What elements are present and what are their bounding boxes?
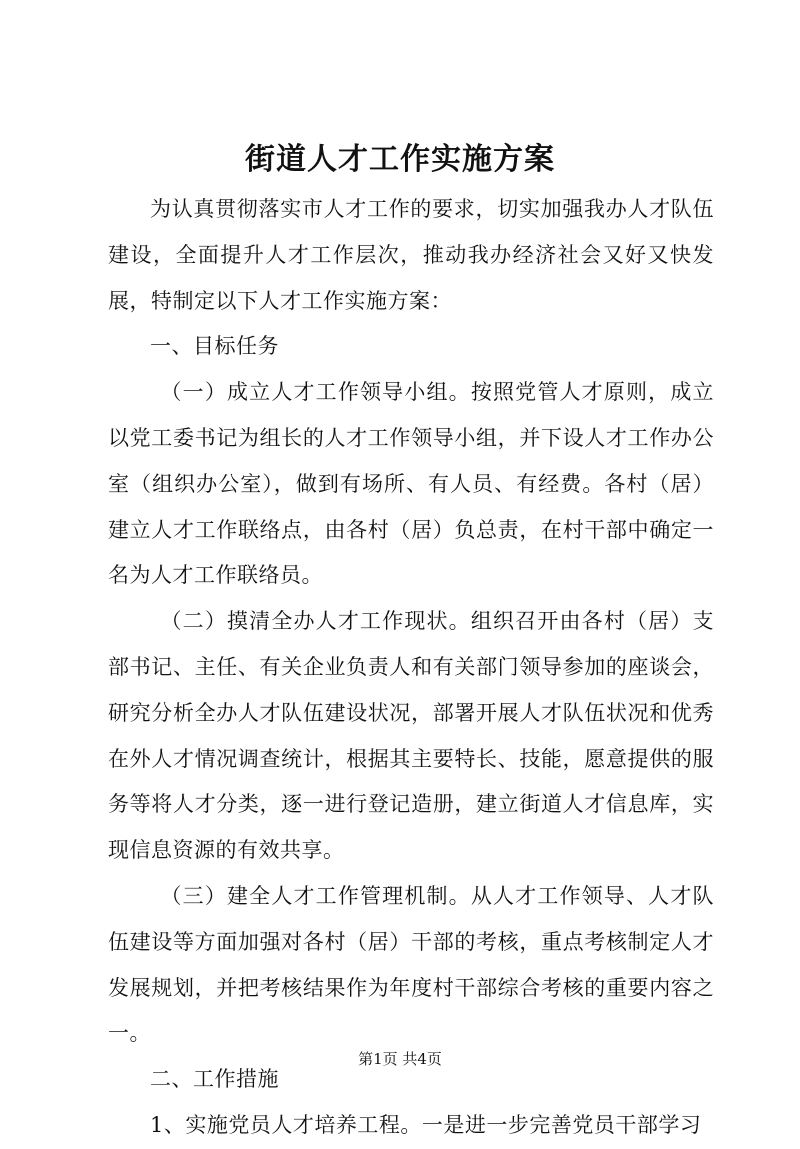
paragraph-leadership-group: （一）成立人才工作领导小组。按照党管人才原则，成立以党工委书记为组长的人才工作领导小组，并下设人才工作办公室（组织办公室），做到有场所、有人员、有经费。各村（居）建立人才工作联络点，由各村（居）负总责，在村干部中确定一名为人才工作联络员。: [108, 380, 714, 588]
paragraph-management-mechanism: （三）建全人才工作管理机制。从人才工作领导、人才队伍建设等方面加强对各村（居）干部的考核，重点考核制定人才发展规划，并把考核结果作为年度村干部综合考核的重要内容之一。: [108, 883, 714, 1046]
document-body: [108, 187, 714, 1149]
paragraph-training-project: 1、实施党员人才培养工程。一是进一步完善党员干部学习: [150, 1112, 702, 1137]
document-title: 街道人才工作实施方案: [245, 142, 555, 177]
intro-paragraph: 为认真贯彻落实市人才工作的要求，切实加强我办人才队伍建设，全面提升人才工作层次，推动我办经济社会又好又快发展，特制定以下人才工作实施方案：: [108, 197, 714, 313]
section-heading-measures: 二、工作措施: [150, 1067, 279, 1092]
paragraph-current-status: （二）摸清全办人才工作现状。组织召开由各村（居）支部书记、主任、有关企业负责人和有关部门领导参加的座谈会，研究分析全办人才队伍建设状况，部署开展人才队伍状况和优秀在外人才情况调查统计，根据其主要特长、技能，愿意提供的服务等将人才分类，逐一进行登记造册，建立街道人才信息库，实现信息资源的有效共享。: [108, 609, 714, 863]
section-heading-goals: 一、目标任务: [150, 334, 279, 359]
page-footer: 第1页 共4页: [358, 1050, 442, 1068]
